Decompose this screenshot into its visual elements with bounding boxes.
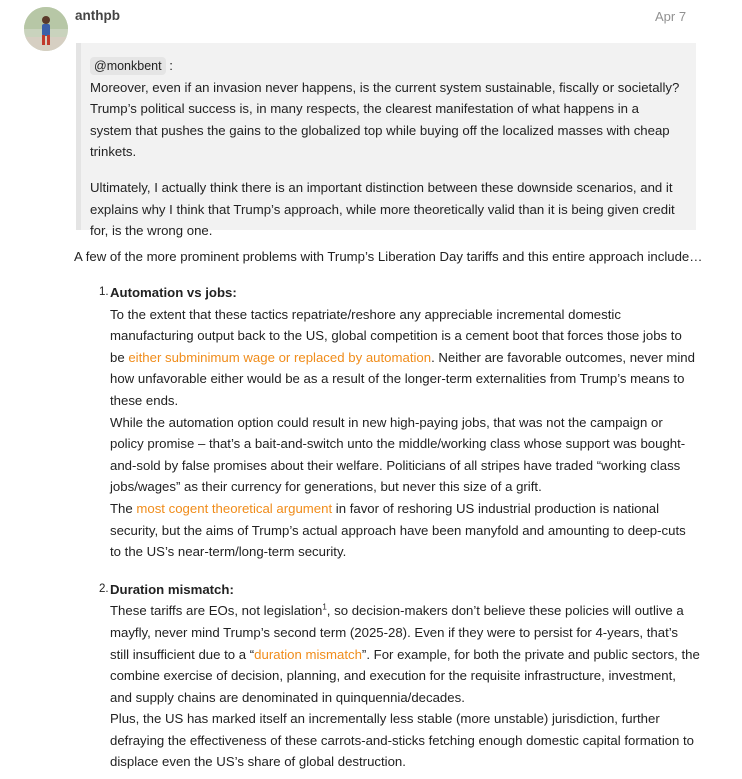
problems-list bbox=[0, 282, 742, 773]
text-segment: The bbox=[110, 500, 137, 516]
list-item-paragraph bbox=[110, 600, 700, 708]
list-item-paragraph: While the automation option could result in new high-paying jobs, that was not the campaign or policy promise – that’s a bait-and-switch unto the middle/working class whose support was bought-and-sold by false promises about their welfare. Politicians of all stripes have traded “working class jobs/wages” as their currency for generations, but never this size of a grift. bbox=[110, 414, 686, 495]
list-item-title: Duration mismatch: bbox=[110, 581, 234, 597]
list-item-paragraph bbox=[110, 304, 700, 412]
inline-link[interactable]: either subminimum wage or replaced by automation bbox=[128, 349, 432, 365]
text-segment: These tariffs are EOs, not legislation bbox=[110, 603, 323, 619]
quoted-reply bbox=[76, 43, 696, 239]
text-segment: . Neither are favorable outcomes, never mind how unfavorable either would be as a result of the longer-term externalities from Trump’s means to these ends. bbox=[110, 349, 695, 408]
inline-link[interactable]: duration mismatch bbox=[254, 646, 362, 662]
quote-paragraph-1: Moreover, even if an invasion never happens, is the current system sustainable, fiscally or societally? Trump’s political success is, in many respects, the clearest manifestation of what happens in a system that pushes the gains to the globalized top while buying off the localized masses with cheap trinkets. bbox=[90, 79, 680, 160]
user-avatar[interactable] bbox=[24, 7, 68, 51]
quote-paragraph-2: Ultimately, I actually think there is an important distinction between these downside scenarios, and it explains why I think that Trump’s approach, while more theoretically valid than it is being given credit for, is the wrong one. bbox=[90, 179, 675, 239]
list-item-paragraph bbox=[110, 498, 700, 563]
list-item bbox=[0, 282, 742, 563]
text-segment: To the extent that these tactics repatriate/reshore any appreciable incremental domestic manufacturing output back to the US, global competition is a cement boot that forces those jobs to be bbox=[110, 306, 682, 365]
inline-link[interactable]: most cogent theoretical argument bbox=[136, 500, 333, 516]
list-item bbox=[0, 579, 742, 773]
user-avatar-photo-icon bbox=[24, 7, 68, 51]
user-mention[interactable]: @monkbent bbox=[90, 57, 166, 75]
text-segment: ”. For example, for both the private and public sectors, the combine exercise of decision, planning, and execution for the requisite infrastructure, investment, and supply chains are denominated in quinquennia/decades. bbox=[110, 646, 700, 705]
text-segment: , so decision-makers don’t believe these policies will outlive a mayfly, never mind Trump’s second term (2025-28). Even if they were to persist for 4-years, that’s still insufficient due to a “ bbox=[110, 603, 684, 662]
list-item-title: Automation vs jobs: bbox=[110, 285, 237, 300]
lead-paragraph: A few of the more prominent problems with Trump’s Liberation Day tariffs and this entire approach include… bbox=[74, 249, 703, 264]
quote-header bbox=[90, 55, 684, 77]
post-username[interactable]: anthpb bbox=[75, 8, 120, 23]
post-date[interactable]: Apr 7 bbox=[655, 9, 687, 24]
footnote-ref[interactable]: 1 bbox=[322, 602, 327, 612]
list-item-paragraph: Plus, the US has marked itself an incrementally less stable (more unstable) jurisdiction, further defraying the effectiveness of these carrots-and-sticks fetching enough domestic capital formation to displace even the US’s share of global destruction. bbox=[110, 711, 694, 770]
text-segment: in favor of reshoring US industrial production is national security, but the aims of Trump’s actual approach have been manyfold and amounting to deep-cuts to the US’s near-term/long-term security. bbox=[110, 500, 686, 560]
list-number: 2. bbox=[99, 582, 109, 595]
list-number: 1. bbox=[99, 286, 109, 298]
mention-suffix: : bbox=[165, 58, 173, 73]
